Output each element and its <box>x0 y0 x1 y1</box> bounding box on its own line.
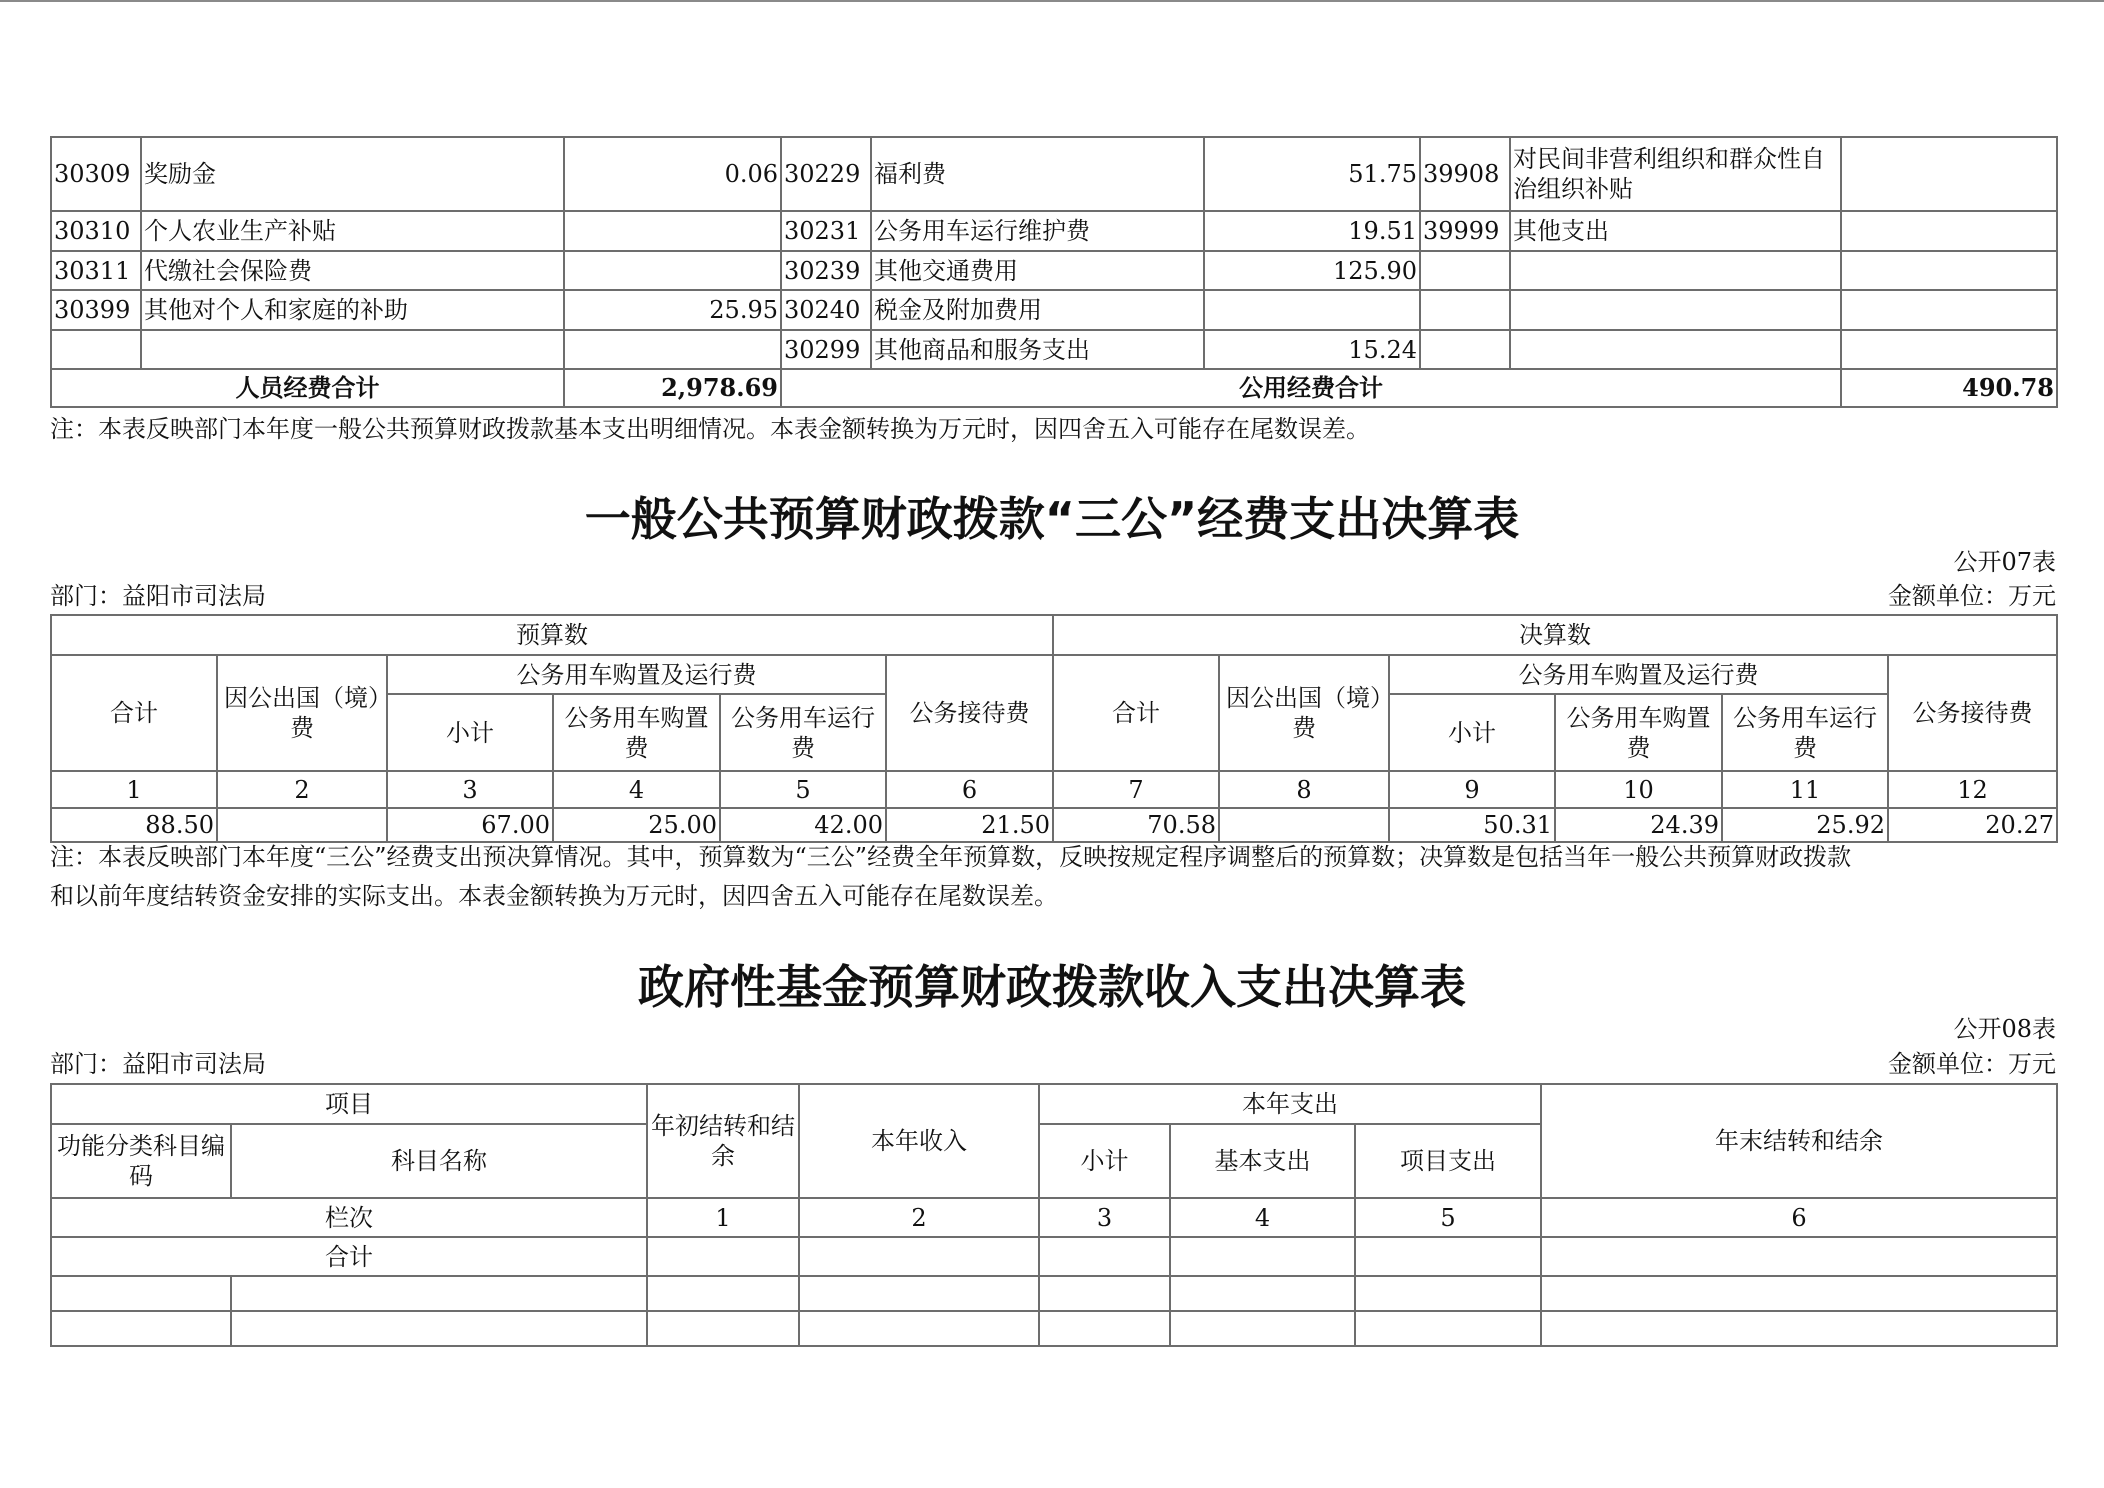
budget-total-header: 合计 <box>51 655 217 771</box>
empty-cell <box>51 1276 231 1311</box>
column-number: 6 <box>1541 1198 2057 1237</box>
name-cell <box>1510 251 1841 290</box>
value-cell: 25.92 <box>1722 808 1888 842</box>
value-cell: 70.58 <box>1053 808 1219 842</box>
gov-fund-title: 政府性基金预算财政拨款收入支出决算表 <box>638 960 1466 1014</box>
code-cell <box>1420 330 1510 369</box>
basic-expense-header: 基本支出 <box>1170 1124 1355 1198</box>
empty-cell <box>1170 1276 1355 1311</box>
value-cell: 25.00 <box>553 808 720 842</box>
empty-cell <box>51 1311 231 1346</box>
column-number: 6 <box>886 771 1053 808</box>
total-cell <box>1039 1237 1170 1276</box>
basic-expense-detail-table <box>50 136 2058 408</box>
code-cell: 30311 <box>51 251 141 290</box>
amount-cell <box>1841 290 2057 330</box>
name-cell: 其他商品和服务支出 <box>871 330 1204 369</box>
name-cell <box>1510 290 1841 330</box>
amount-cell: 19.51 <box>1204 211 1420 251</box>
final-total-header: 合计 <box>1053 655 1219 771</box>
total-cell <box>799 1237 1039 1276</box>
code-cell: 30399 <box>51 290 141 330</box>
name-cell: 福利费 <box>871 137 1204 211</box>
code-cell: 30299 <box>781 330 871 369</box>
detail-row <box>51 330 2057 369</box>
total-cell <box>647 1237 799 1276</box>
amount-cell: 0.06 <box>564 137 781 211</box>
final-abroad-header: 因公出国（境）费 <box>1219 655 1389 771</box>
name-cell: 其他对个人和家庭的补助 <box>141 290 564 330</box>
value-cell: 50.31 <box>1389 808 1555 842</box>
final-reception-header: 公务接待费 <box>1888 655 2057 771</box>
amount-cell: 15.24 <box>1204 330 1420 369</box>
total-cell <box>1541 1237 2057 1276</box>
value-cell: 24.39 <box>1555 808 1722 842</box>
name-cell <box>1510 330 1841 369</box>
unit-label-07: 金额单位：万元 <box>1888 582 2056 610</box>
item-header: 项目 <box>51 1084 647 1124</box>
values-row <box>51 808 2057 842</box>
code-cell: 30239 <box>781 251 871 290</box>
column-number: 12 <box>1888 771 2057 808</box>
budget-abroad-header: 因公出国（境）费 <box>217 655 387 771</box>
empty-cell <box>1355 1311 1541 1346</box>
amount-cell <box>1841 211 2057 251</box>
name-cell <box>141 330 564 369</box>
empty-cell <box>647 1276 799 1311</box>
amount-cell: 25.95 <box>564 290 781 330</box>
budget-car-header: 公务用车购置及运行费 <box>387 655 886 694</box>
empty-cell <box>647 1311 799 1346</box>
code-cell: 30231 <box>781 211 871 251</box>
total-row <box>51 1237 2057 1276</box>
detail-row <box>51 251 2057 290</box>
amount-cell <box>564 251 781 290</box>
total-personnel-value: 2,978.69 <box>564 369 781 407</box>
empty-cell <box>1039 1276 1170 1311</box>
amount-cell <box>564 330 781 369</box>
amount-cell <box>1841 251 2057 290</box>
name-cell: 个人农业生产补贴 <box>141 211 564 251</box>
detail-table-body <box>51 137 2057 369</box>
final-subtotal-header: 小计 <box>1389 694 1555 771</box>
final-car-run-header: 公务用车运行费 <box>1722 694 1888 771</box>
amount-cell <box>564 211 781 251</box>
budget-header: 预算数 <box>51 615 1053 655</box>
lanci-label: 栏次 <box>51 1198 647 1237</box>
code-cell: 30240 <box>781 290 871 330</box>
name-cell: 代缴社会保险费 <box>141 251 564 290</box>
code-cell: 39999 <box>1420 211 1510 251</box>
total-cell <box>1170 1237 1355 1276</box>
totals-row <box>51 369 2057 407</box>
column-number: 7 <box>1053 771 1219 808</box>
empty-cell <box>799 1276 1039 1311</box>
empty-cell <box>1170 1311 1355 1346</box>
code-cell: 30229 <box>781 137 871 211</box>
code-cell <box>1420 251 1510 290</box>
end-balance-header: 年末结转和结余 <box>1541 1084 2057 1198</box>
amount-cell: 125.90 <box>1204 251 1420 290</box>
table-code-07: 公开07表 <box>1953 548 2056 576</box>
table-code-08: 公开08表 <box>1953 1015 2056 1043</box>
amount-cell <box>1204 290 1420 330</box>
budget-car-buy-header: 公务用车购置费 <box>553 694 720 771</box>
three-public-title: 一般公共预算财政拨款“三公”经费支出决算表 <box>584 492 1520 546</box>
name-cell: 税金及附加费用 <box>871 290 1204 330</box>
total-personnel-label: 人员经费合计 <box>51 369 564 407</box>
name-cell: 奖励金 <box>141 137 564 211</box>
detail-row <box>51 290 2057 330</box>
final-header: 决算数 <box>1053 615 2057 655</box>
total-public-value: 490.78 <box>1841 369 2057 407</box>
income-header: 本年收入 <box>799 1084 1039 1198</box>
column-number-row <box>51 771 2057 808</box>
value-cell: 20.27 <box>1888 808 2057 842</box>
code-cell: 39908 <box>1420 137 1510 211</box>
expense-subtotal-header: 小计 <box>1039 1124 1170 1198</box>
total-cell <box>1355 1237 1541 1276</box>
amount-cell <box>1841 137 2057 211</box>
empty-row <box>51 1276 2057 1311</box>
detail-table-note: 注：本表反映部门本年度一般公共预算财政拨款基本支出明细情况。本表金额转换为万元时，因四舍五入可能存在尾数误差。 <box>50 415 1370 443</box>
begin-balance-header: 年初结转和结余 <box>647 1084 799 1198</box>
project-expense-header: 项目支出 <box>1355 1124 1541 1198</box>
name-header: 科目名称 <box>231 1124 647 1198</box>
empty-cell <box>1039 1311 1170 1346</box>
name-cell: 其他支出 <box>1510 211 1841 251</box>
empty-cell <box>231 1311 647 1346</box>
detail-row <box>51 211 2057 251</box>
code-cell <box>51 330 141 369</box>
three-public-note-line1: 注：本表反映部门本年度“三公”经费支出预决算情况。其中，预算数为“三公”经费全年预算数，反映按规定程序调整后的预算数；决算数是包括当年一般公共预算财政拨款 <box>50 843 1852 871</box>
department-label-08: 部门：益阳市司法局 <box>50 1050 266 1078</box>
empty-cell <box>1355 1276 1541 1311</box>
department-label-07: 部门：益阳市司法局 <box>50 582 266 610</box>
code-header: 功能分类科目编码 <box>51 1124 231 1198</box>
budget-car-run-header: 公务用车运行费 <box>720 694 886 771</box>
column-number: 1 <box>51 771 217 808</box>
column-number: 3 <box>387 771 553 808</box>
code-cell: 30310 <box>51 211 141 251</box>
value-cell <box>217 808 387 842</box>
expense-header: 本年支出 <box>1039 1084 1541 1124</box>
amount-cell: 51.75 <box>1204 137 1420 211</box>
name-cell: 其他交通费用 <box>871 251 1204 290</box>
name-cell: 对民间非营利组织和群众性自治组织补贴 <box>1510 137 1841 211</box>
final-car-buy-header: 公务用车购置费 <box>1555 694 1722 771</box>
empty-cell <box>1541 1311 2057 1346</box>
budget-reception-header: 公务接待费 <box>886 655 1053 771</box>
empty-cell <box>1541 1276 2057 1311</box>
column-number: 3 <box>1039 1198 1170 1237</box>
total-public-label: 公用经费合计 <box>781 369 1841 407</box>
value-cell: 67.00 <box>387 808 553 842</box>
unit-label-08: 金额单位：万元 <box>1888 1050 2056 1078</box>
column-number: 5 <box>1355 1198 1541 1237</box>
column-number: 5 <box>720 771 886 808</box>
budget-subtotal-header: 小计 <box>387 694 553 771</box>
total-label: 合计 <box>51 1237 647 1276</box>
column-number: 11 <box>1722 771 1888 808</box>
page-top-rule <box>0 0 2104 2</box>
column-number: 8 <box>1219 771 1389 808</box>
column-number: 9 <box>1389 771 1555 808</box>
value-cell <box>1219 808 1389 842</box>
value-cell: 21.50 <box>886 808 1053 842</box>
column-number: 2 <box>799 1198 1039 1237</box>
name-cell: 公务用车运行维护费 <box>871 211 1204 251</box>
three-public-table <box>50 614 2058 843</box>
final-car-header: 公务用车购置及运行费 <box>1389 655 1888 694</box>
code-cell <box>1420 290 1510 330</box>
three-public-note-line2: 和以前年度结转资金安排的实际支出。本表金额转换为万元时，因四舍五入可能存在尾数误差。 <box>50 882 1058 910</box>
gov-fund-table <box>50 1083 2058 1347</box>
value-cell: 42.00 <box>720 808 886 842</box>
column-number: 4 <box>1170 1198 1355 1237</box>
empty-cell <box>231 1276 647 1311</box>
empty-cell <box>799 1311 1039 1346</box>
column-number: 4 <box>553 771 720 808</box>
column-number: 10 <box>1555 771 1722 808</box>
detail-row <box>51 137 2057 211</box>
column-number: 2 <box>217 771 387 808</box>
amount-cell <box>1841 330 2057 369</box>
value-cell: 88.50 <box>51 808 217 842</box>
lanci-row <box>51 1198 2057 1237</box>
column-number: 1 <box>647 1198 799 1237</box>
empty-row <box>51 1311 2057 1346</box>
code-cell: 30309 <box>51 137 141 211</box>
